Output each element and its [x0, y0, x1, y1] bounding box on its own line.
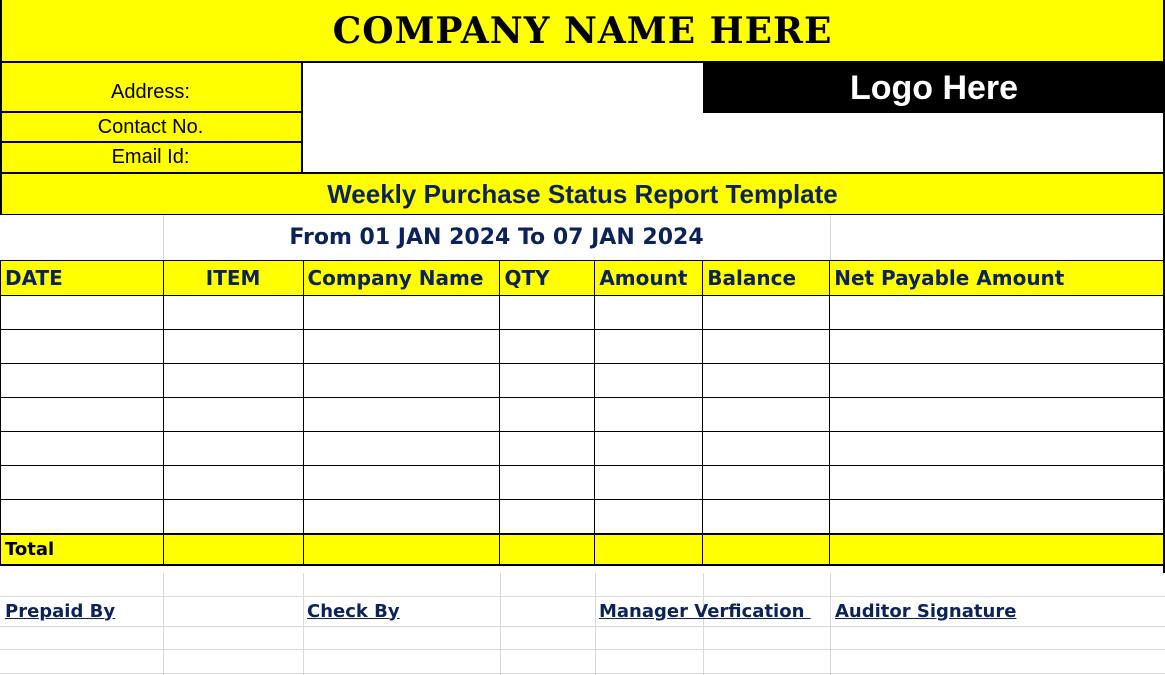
table-cell[interactable] — [830, 296, 1165, 330]
total-cell[interactable] — [500, 534, 595, 565]
gridline — [830, 215, 831, 260]
report-title: Weekly Purchase Status Report Template — [0, 172, 1165, 215]
table-cell[interactable] — [830, 466, 1165, 500]
table-cell[interactable] — [163, 500, 303, 534]
auditor-signature-label: Auditor Signature — [835, 600, 1017, 622]
gridline — [500, 573, 501, 675]
table-cell[interactable] — [595, 330, 703, 364]
table-cell[interactable] — [500, 364, 595, 398]
table-row — [1, 364, 1165, 398]
column-header-item: ITEM — [163, 261, 303, 296]
table-cell[interactable] — [1, 432, 164, 466]
table-row — [1, 330, 1165, 364]
prepaid-by-label: Prepaid By — [5, 600, 116, 622]
table-cell[interactable] — [703, 296, 830, 330]
table-row — [1, 466, 1165, 500]
table-cell[interactable] — [595, 432, 703, 466]
table-cell[interactable] — [830, 330, 1165, 364]
sheet-border — [0, 0, 2, 215]
gridline — [595, 573, 596, 675]
table-cell[interactable] — [500, 330, 595, 364]
table-cell[interactable] — [303, 330, 500, 364]
logo-placeholder: Logo Here — [703, 63, 1165, 113]
table-cell[interactable] — [303, 466, 500, 500]
total-row — [1, 534, 1165, 565]
table-cell[interactable] — [500, 296, 595, 330]
table-cell[interactable] — [595, 466, 703, 500]
table-cell[interactable] — [1, 296, 164, 330]
table-cell[interactable] — [703, 500, 830, 534]
column-header-qty: QTY — [500, 261, 595, 296]
table-cell[interactable] — [595, 364, 703, 398]
gridline — [0, 649, 1165, 650]
table-cell[interactable] — [595, 500, 703, 534]
table-cell[interactable] — [500, 398, 595, 432]
email-label: Email Id: — [0, 143, 303, 172]
check-by-label: Check By — [307, 600, 400, 622]
table-cell[interactable] — [303, 432, 500, 466]
address-label: Address: — [0, 63, 303, 113]
table-cell[interactable] — [500, 500, 595, 534]
gridline — [0, 626, 1165, 627]
column-header-company-name: Company Name — [303, 261, 500, 296]
table-cell[interactable] — [830, 432, 1165, 466]
table-cell[interactable] — [703, 432, 830, 466]
table-cell[interactable] — [163, 432, 303, 466]
table-cell[interactable] — [595, 398, 703, 432]
column-header-balance: Balance — [703, 261, 830, 296]
table-cell[interactable] — [303, 364, 500, 398]
table-cell[interactable] — [500, 466, 595, 500]
table-cell[interactable] — [163, 296, 303, 330]
column-header-date: DATE — [1, 261, 164, 296]
table-cell[interactable] — [703, 364, 830, 398]
total-cell[interactable] — [163, 534, 303, 565]
gridline — [830, 573, 831, 675]
table-row — [1, 398, 1165, 432]
table-cell[interactable] — [1, 466, 164, 500]
table-row — [1, 296, 1165, 330]
total-label: Total — [1, 534, 164, 565]
table-cell[interactable] — [703, 330, 830, 364]
table-row — [1, 500, 1165, 534]
table-cell[interactable] — [163, 364, 303, 398]
table-cell[interactable] — [595, 296, 703, 330]
table-cell[interactable] — [1, 500, 164, 534]
table-header-row — [1, 261, 1165, 296]
total-cell[interactable] — [303, 534, 500, 565]
table-cell[interactable] — [830, 398, 1165, 432]
table-cell[interactable] — [163, 398, 303, 432]
table-cell[interactable] — [830, 364, 1165, 398]
company-name-title: COMPANY NAME HERE — [0, 0, 1165, 63]
table-cell[interactable] — [1, 330, 164, 364]
table-cell[interactable] — [303, 398, 500, 432]
purchase-table — [0, 260, 1165, 566]
date-range: From 01 JAN 2024 To 07 JAN 2024 — [289, 225, 704, 250]
gridline — [303, 573, 304, 675]
table-cell[interactable] — [163, 466, 303, 500]
table-cell[interactable] — [703, 466, 830, 500]
table-cell[interactable] — [703, 398, 830, 432]
manager-verification-label: Manager Verfication — [599, 600, 811, 622]
total-cell[interactable] — [595, 534, 703, 565]
column-header-amount: Amount — [595, 261, 703, 296]
table-row — [1, 432, 1165, 466]
table-cell[interactable] — [163, 330, 303, 364]
gridline — [163, 573, 164, 675]
table-cell[interactable] — [1, 398, 164, 432]
table-cell[interactable] — [1, 364, 164, 398]
gridline — [0, 673, 1165, 674]
contact-label: Contact No. — [0, 113, 303, 143]
column-header-net-payable-amount: Net Payable Amount — [830, 261, 1165, 296]
table-cell[interactable] — [303, 296, 500, 330]
total-cell[interactable] — [703, 534, 830, 565]
table-cell[interactable] — [303, 500, 500, 534]
total-cell[interactable] — [830, 534, 1165, 565]
table-cell[interactable] — [830, 500, 1165, 534]
table-cell[interactable] — [500, 432, 595, 466]
